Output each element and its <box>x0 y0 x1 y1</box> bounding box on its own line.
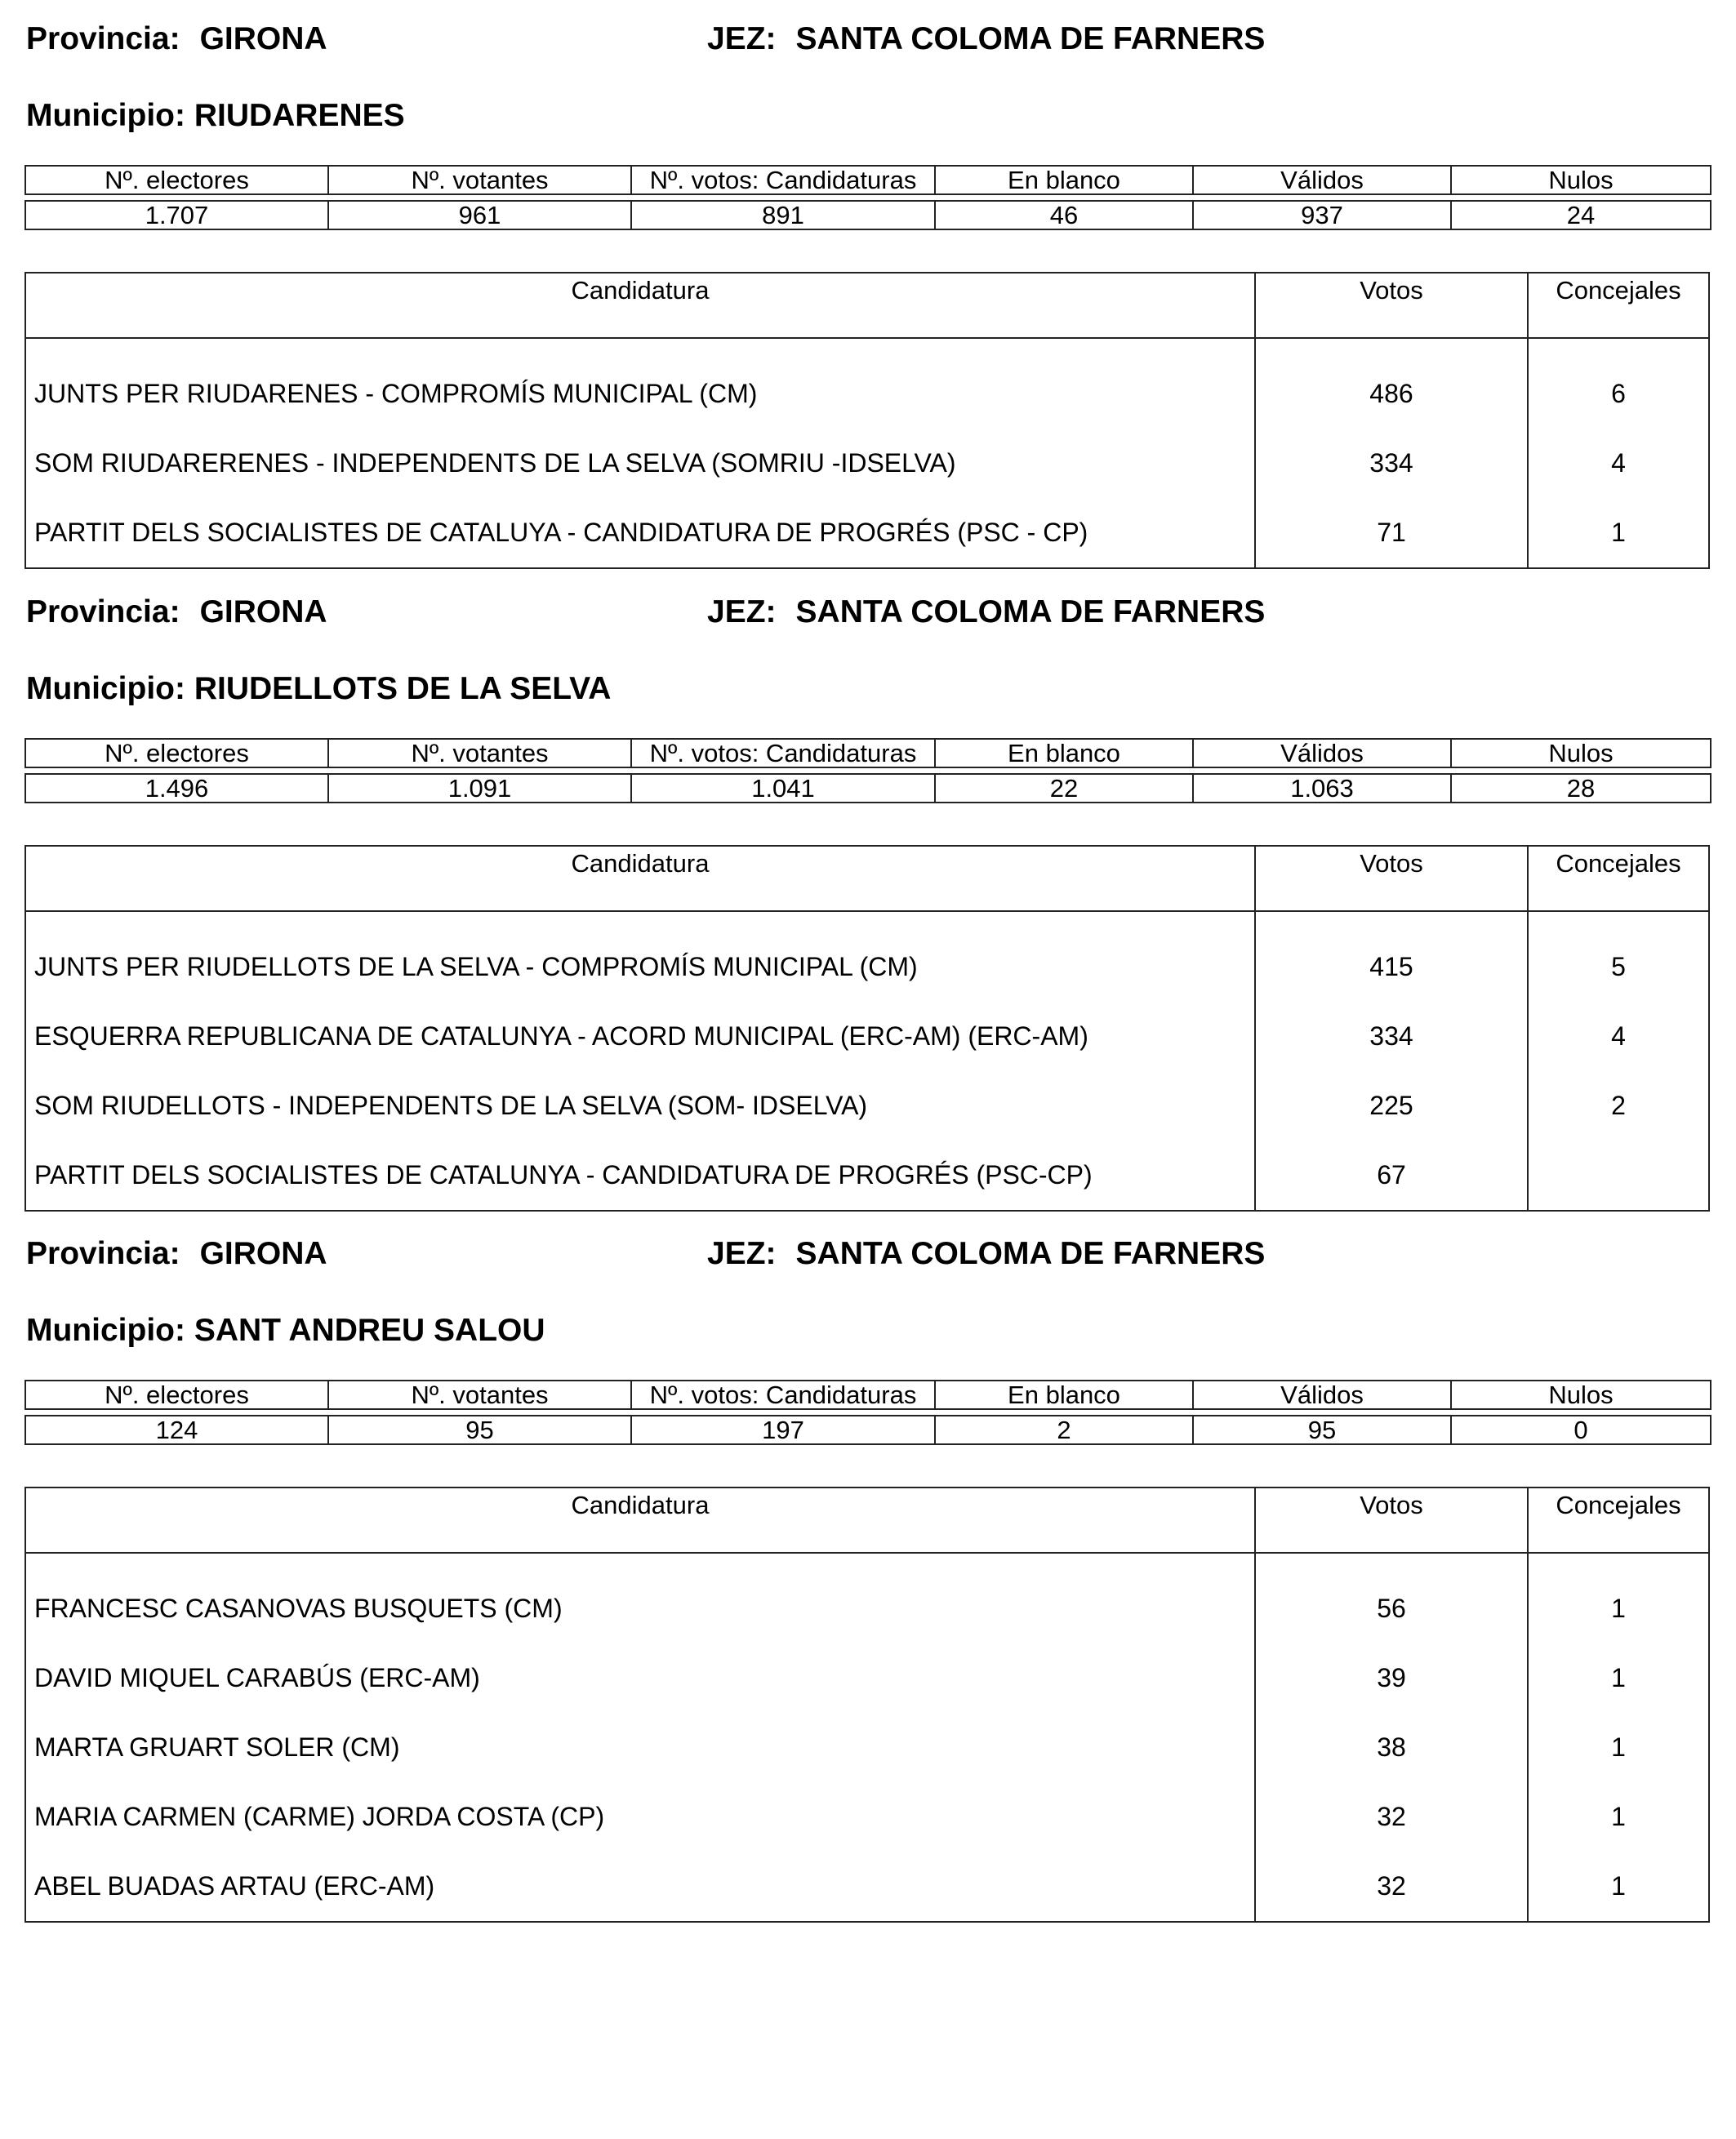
stats-header-cell: Nº. votos: Candidaturas <box>631 166 935 194</box>
candidatura-votos: 415 <box>1256 932 1529 1002</box>
concejales-header: Concejales <box>1556 276 1681 305</box>
municipio-header <box>26 673 611 705</box>
candidatura-concejales: 1 <box>1611 1594 1626 1623</box>
stats-value-cell: 1.063 <box>1193 774 1451 803</box>
candidatura-row <box>26 1643 1708 1713</box>
candidatura-name: MARTA GRUART SOLER (CM) <box>26 1713 1256 1782</box>
concejales-header: Concejales <box>1556 1491 1681 1519</box>
stats-header-cell: Nº. votos: Candidaturas <box>631 739 935 767</box>
jez-value: SANTA COLOMA DE FARNERS <box>795 594 1266 629</box>
candidatura-name: SOM RIUDELLOTS - INDEPENDENTS DE LA SELVA (SOM- IDSELVA) <box>26 1071 1256 1141</box>
stats-value-cell: 124 <box>25 1416 328 1444</box>
stats-header-cell: Nulos <box>1451 739 1711 767</box>
candidatura-concejales: 1 <box>1611 518 1626 547</box>
provincia-label: Provincia: <box>26 1236 180 1271</box>
candidatura-concejales: 1 <box>1611 1871 1626 1901</box>
candidatura-row <box>26 1782 1708 1852</box>
stats-header-cell: Nº. votantes <box>328 166 631 194</box>
stats-value-cell: 46 <box>935 201 1193 229</box>
candidatura-header: Candidatura <box>26 847 1256 910</box>
jez-header <box>707 1238 1265 1270</box>
provincia-value: GIRONA <box>199 21 327 56</box>
candidatura-votos: 39 <box>1256 1643 1529 1713</box>
candidaturas-table <box>24 272 1710 569</box>
candidaturas-table <box>24 1487 1710 1923</box>
candidatura-name: ABEL BUADAS ARTAU (ERC-AM) <box>26 1852 1256 1921</box>
candidatura-name: PARTIT DELS SOCIALISTES DE CATALUNYA - CANDIDATURA DE PROGRÉS (PSC-CP) <box>26 1141 1256 1210</box>
stats-header-cell: Nº. votos: Candidaturas <box>631 1381 935 1409</box>
candidatura-votos: 56 <box>1256 1574 1529 1643</box>
stats-value-cell: 1.041 <box>631 774 935 803</box>
stats-value-cell: 1.707 <box>25 201 328 229</box>
candidatura-row <box>26 1574 1708 1643</box>
candidatura-row <box>26 359 1708 429</box>
candidatura-votos: 334 <box>1256 429 1529 498</box>
candidatura-name: PARTIT DELS SOCIALISTES DE CATALUYA - CANDIDATURA DE PROGRÉS (PSC - CP) <box>26 498 1256 567</box>
candidatura-row <box>26 1713 1708 1782</box>
candidaturas-header-row <box>26 847 1708 912</box>
jez-header <box>707 23 1265 55</box>
jez-label: JEZ: <box>707 21 777 56</box>
votos-header: Votos <box>1256 847 1529 910</box>
candidatura-row <box>26 1071 1708 1141</box>
stats-value-row <box>25 1416 1711 1444</box>
candidaturas-table <box>24 845 1710 1212</box>
municipio-label: Municipio: <box>26 98 185 133</box>
jez-label: JEZ: <box>707 1236 777 1271</box>
stats-header-cell: Válidos <box>1193 739 1451 767</box>
stats-header-cell: En blanco <box>935 166 1193 194</box>
candidatura-name: JUNTS PER RIUDARENES - COMPROMÍS MUNICIPAL (CM) <box>26 359 1256 429</box>
candidatura-name: DAVID MIQUEL CARABÚS (ERC-AM) <box>26 1643 1256 1713</box>
municipio-value: RIUDARENES <box>194 98 405 133</box>
stats-value-cell: 24 <box>1451 201 1711 229</box>
provincia-value: GIRONA <box>199 1236 327 1271</box>
candidatura-concejales: 2 <box>1611 1091 1626 1120</box>
stats-header-cell: Nº. electores <box>25 739 328 767</box>
stats-header-cell: En blanco <box>935 739 1193 767</box>
candidatura-name: ESQUERRA REPUBLICANA DE CATALUNYA - ACORD MUNICIPAL (ERC-AM) (ERC-AM) <box>26 1002 1256 1071</box>
provincia-value: GIRONA <box>199 594 327 629</box>
jez-label: JEZ: <box>707 594 777 629</box>
stats-table <box>24 165 1712 230</box>
candidatura-concejales: 5 <box>1611 952 1626 981</box>
candidatura-row <box>26 1852 1708 1921</box>
candidatura-concejales: 4 <box>1611 1021 1626 1051</box>
stats-header-cell: Nº. electores <box>25 1381 328 1409</box>
stats-header-row <box>25 166 1711 194</box>
stats-value-cell: 891 <box>631 201 935 229</box>
stats-value-cell: 961 <box>328 201 631 229</box>
candidatura-concejales: 1 <box>1611 1663 1626 1692</box>
candidaturas-header-row <box>26 1488 1708 1554</box>
stats-table <box>24 738 1712 803</box>
candidatura-header: Candidatura <box>26 273 1256 337</box>
stats-header-cell: Nulos <box>1451 1381 1711 1409</box>
stats-header-row <box>25 1381 1711 1409</box>
candidatura-name: SOM RIUDARERENES - INDEPENDENTS DE LA SELVA (SOMRIU -IDSELVA) <box>26 429 1256 498</box>
candidatura-row <box>26 932 1708 1002</box>
stats-header-cell: Válidos <box>1193 1381 1451 1409</box>
stats-value-cell: 95 <box>1193 1416 1451 1444</box>
stats-header-cell: Nº. votantes <box>328 739 631 767</box>
concejales-header: Concejales <box>1556 849 1681 878</box>
municipio-label: Municipio: <box>26 671 185 706</box>
candidatura-votos: 71 <box>1256 498 1529 567</box>
stats-value-row <box>25 201 1711 229</box>
municipio-header <box>26 1314 545 1346</box>
stats-header-cell: Nº. votantes <box>328 1381 631 1409</box>
stats-value-cell: 2 <box>935 1416 1193 1444</box>
municipio-header <box>26 100 405 131</box>
votos-header: Votos <box>1256 273 1529 337</box>
jez-value: SANTA COLOMA DE FARNERS <box>795 1236 1266 1271</box>
stats-value-cell: 0 <box>1451 1416 1711 1444</box>
candidatura-row <box>26 429 1708 498</box>
candidatura-name: FRANCESC CASANOVAS BUSQUETS (CM) <box>26 1574 1256 1643</box>
provincia-header <box>26 596 327 628</box>
candidatura-concejales: 4 <box>1611 448 1626 478</box>
provincia-label: Provincia: <box>26 21 180 56</box>
stats-header-cell: Nº. electores <box>25 166 328 194</box>
candidatura-row <box>26 1002 1708 1071</box>
candidatura-concejales: 6 <box>1611 379 1626 408</box>
municipio-value: RIUDELLOTS DE LA SELVA <box>194 671 612 706</box>
candidatura-concejales <box>1529 1141 1708 1210</box>
municipio-label: Municipio: <box>26 1313 185 1348</box>
stats-value-cell: 1.496 <box>25 774 328 803</box>
candidatura-votos: 38 <box>1256 1713 1529 1782</box>
provincia-header <box>26 1238 327 1270</box>
candidatura-row <box>26 1141 1708 1210</box>
stats-header-row <box>25 739 1711 767</box>
candidatura-votos: 486 <box>1256 359 1529 429</box>
candidatura-concejales: 1 <box>1611 1732 1626 1762</box>
candidatura-concejales: 1 <box>1611 1802 1626 1831</box>
candidatura-votos: 225 <box>1256 1071 1529 1141</box>
candidatura-row <box>26 498 1708 567</box>
candidatura-votos: 32 <box>1256 1782 1529 1852</box>
stats-header-cell: Válidos <box>1193 166 1451 194</box>
municipio-value: SANT ANDREU SALOU <box>194 1313 545 1348</box>
candidatura-votos: 67 <box>1256 1141 1529 1210</box>
stats-table <box>24 1380 1712 1445</box>
stats-value-row <box>25 774 1711 803</box>
stats-value-cell: 95 <box>328 1416 631 1444</box>
candidatura-name: JUNTS PER RIUDELLOTS DE LA SELVA - COMPROMÍS MUNICIPAL (CM) <box>26 932 1256 1002</box>
provincia-label: Provincia: <box>26 594 180 629</box>
candidaturas-header-row <box>26 273 1708 339</box>
candidatura-votos: 334 <box>1256 1002 1529 1071</box>
candidatura-name: MARIA CARMEN (CARME) JORDA COSTA (CP) <box>26 1782 1256 1852</box>
stats-header-cell: En blanco <box>935 1381 1193 1409</box>
stats-value-cell: 937 <box>1193 201 1451 229</box>
stats-value-cell: 197 <box>631 1416 935 1444</box>
jez-header <box>707 596 1265 628</box>
stats-value-cell: 1.091 <box>328 774 631 803</box>
stats-value-cell: 28 <box>1451 774 1711 803</box>
candidatura-votos: 32 <box>1256 1852 1529 1921</box>
votos-header: Votos <box>1256 1488 1529 1552</box>
stats-value-cell: 22 <box>935 774 1193 803</box>
jez-value: SANTA COLOMA DE FARNERS <box>795 21 1266 56</box>
stats-header-cell: Nulos <box>1451 166 1711 194</box>
provincia-header <box>26 23 327 55</box>
candidatura-header: Candidatura <box>26 1488 1256 1552</box>
